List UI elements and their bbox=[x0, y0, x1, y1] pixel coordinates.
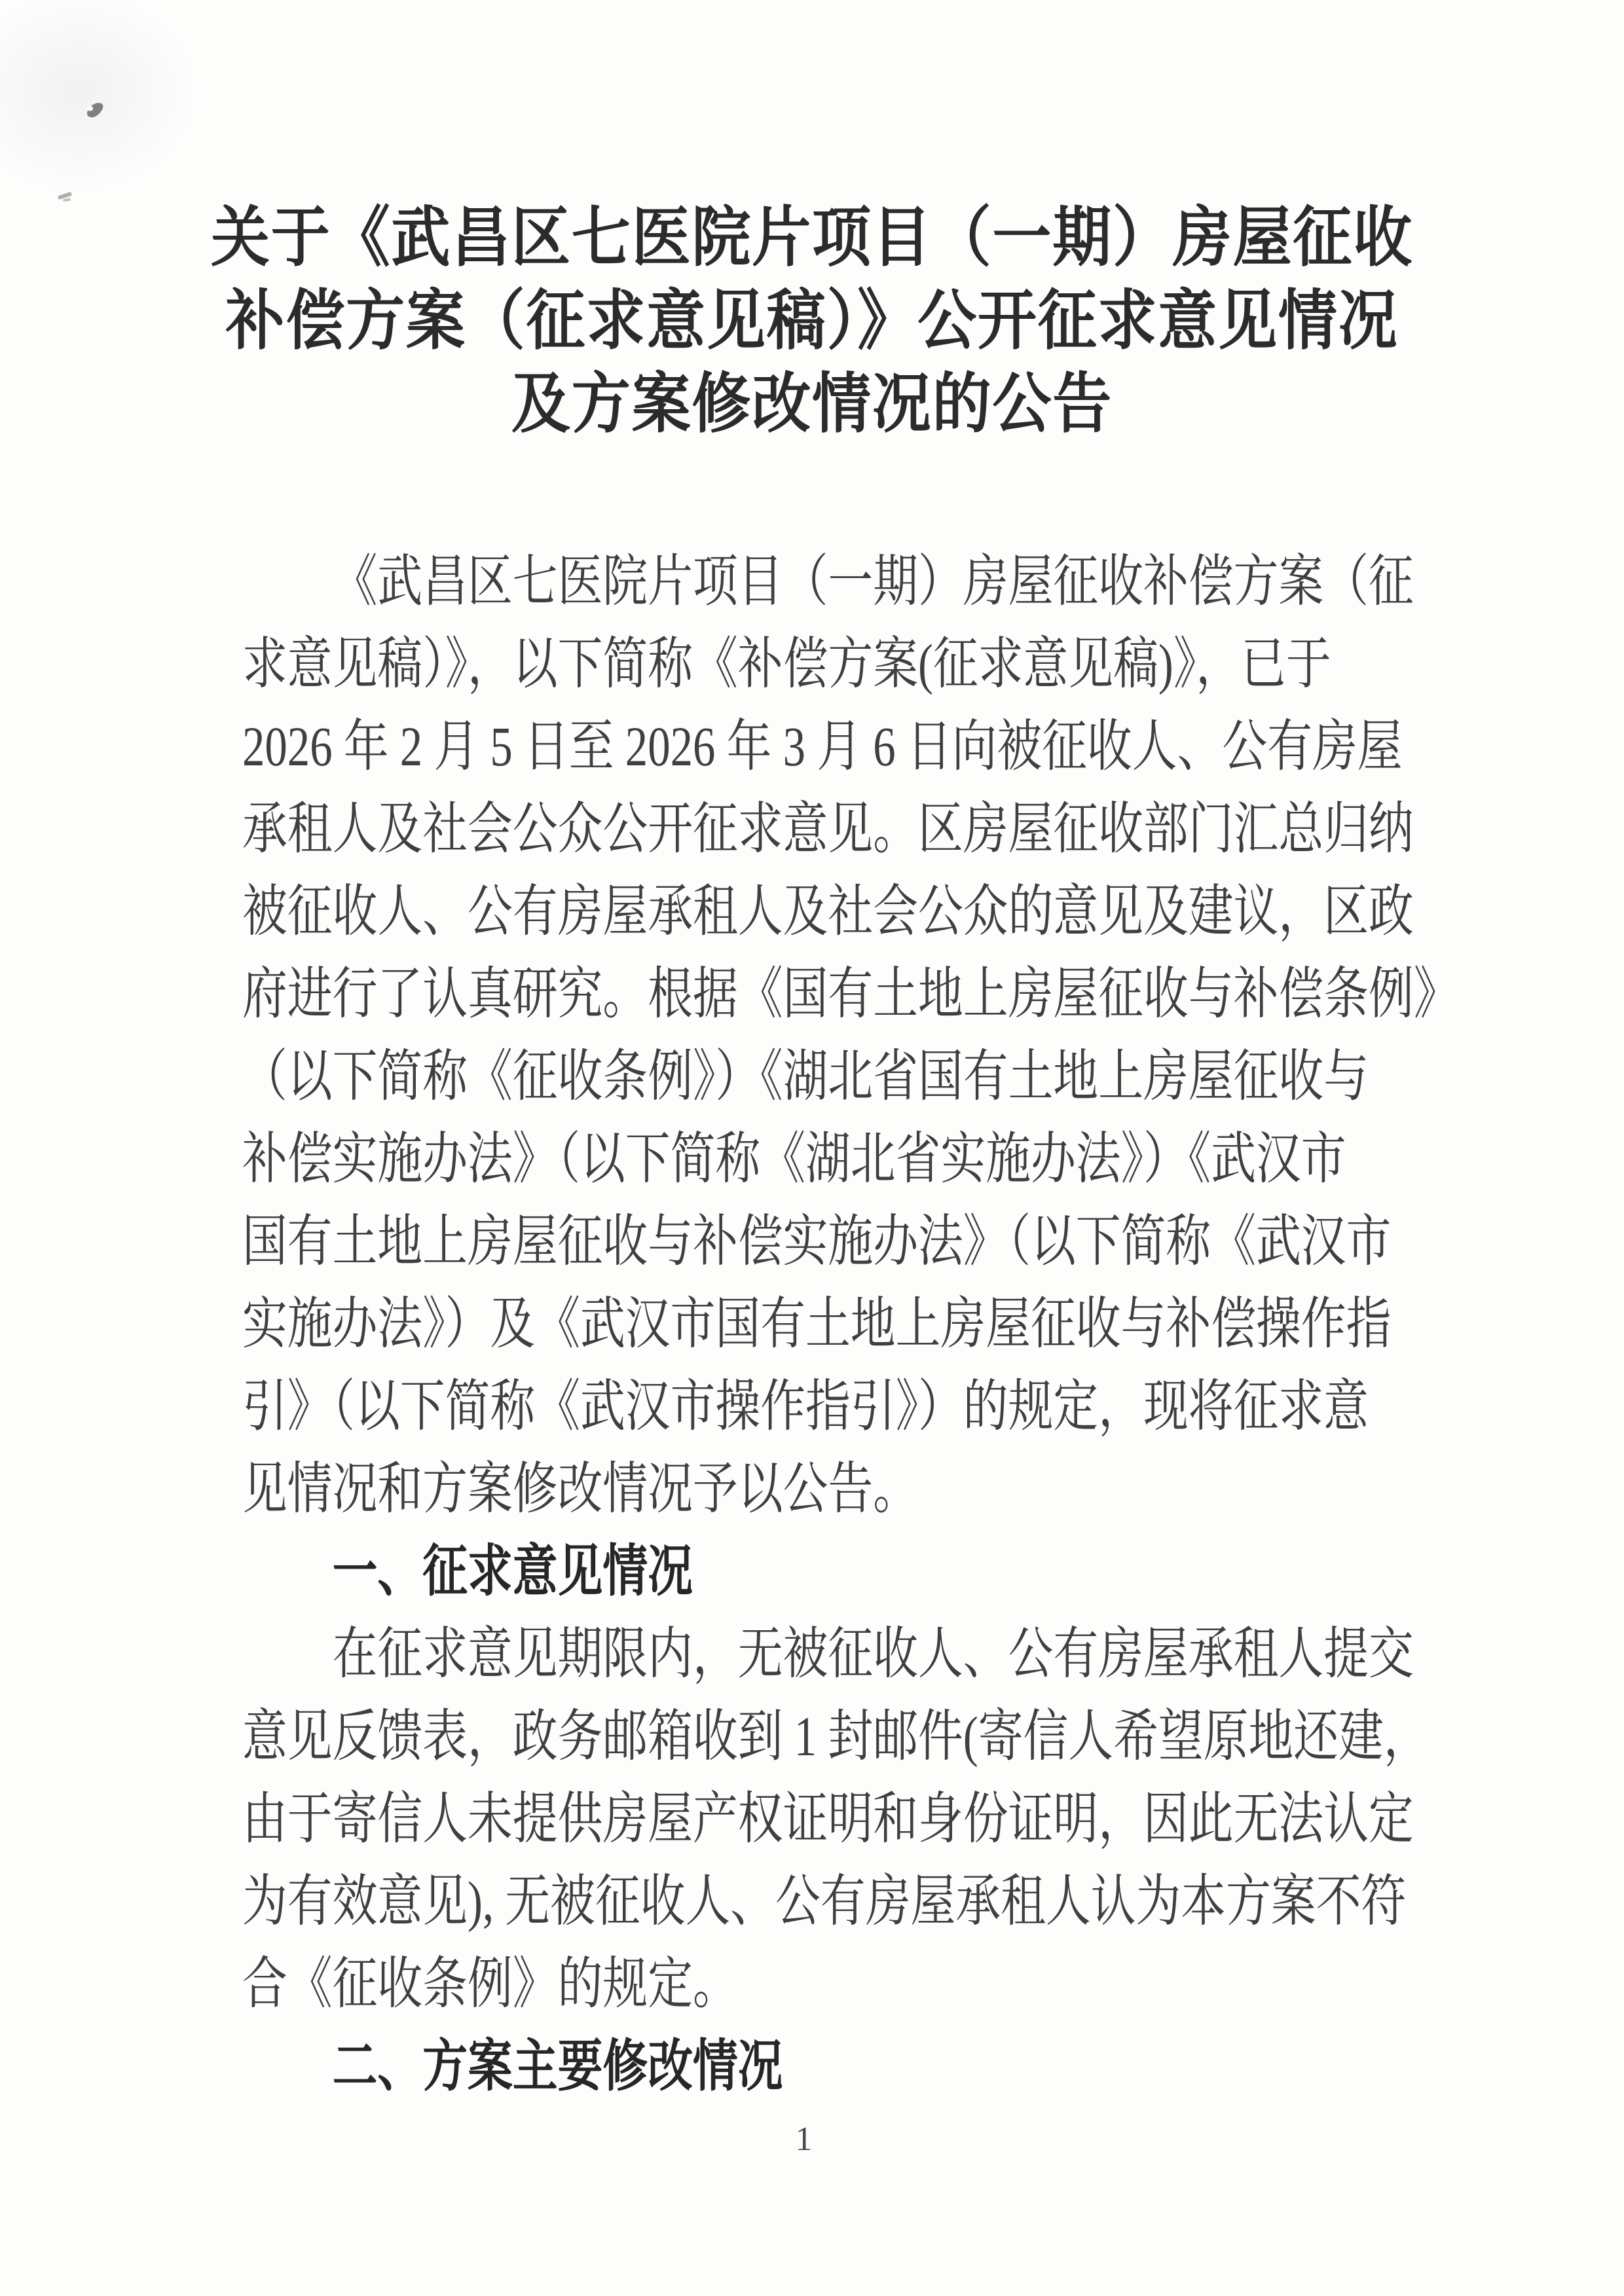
document-title bbox=[0, 196, 1624, 446]
section-heading-1: 一、征求意见情况 bbox=[332, 1540, 693, 1603]
title-line-1: 关于《武昌区七医院片项目（一期）房屋征收 bbox=[211, 202, 1413, 274]
paragraph-1-line: 府进行了认真研究。根据《国有土地上房屋征收与补偿条例》 bbox=[242, 962, 1459, 1025]
paragraph-2-line: 意见反馈表，政务邮箱收到 1 封邮件(寄信人希望原地还建， bbox=[242, 1705, 1429, 1768]
paragraph-1-line: 承租人及社会公众公开征求意见。区房屋征收部门汇总归纳 bbox=[242, 797, 1414, 860]
title-line-3: 及方案修改情况的公告 bbox=[511, 368, 1113, 441]
paragraph-1-line: 实施办法》）及《武汉市国有土地上房屋征收与补偿操作指 bbox=[242, 1292, 1392, 1355]
title-line-2: 补偿方案（征求意见稿）》公开征求意见情况 bbox=[225, 285, 1399, 357]
paragraph-2-line: 由于寄信人未提供房屋产权证明和身份证明，因此无法认定 bbox=[242, 1787, 1414, 1850]
paragraph-1-line: 求意见稿）》，以下简称《补偿方案(征求意见稿)》，已于 bbox=[242, 632, 1331, 695]
paragraph-2-line: 在征求意见期限内，无被征收人、公有房屋承租人提交 bbox=[332, 1622, 1414, 1685]
paragraph-1-line: （以下简称《征收条例》）《湖北省国有土地上房屋征收与 bbox=[242, 1045, 1369, 1108]
paragraph-1-line: 见情况和方案修改情况予以公告。 bbox=[242, 1457, 918, 1520]
paragraph-1-line: 被征收人、公有房屋承租人及社会公众的意见及建议，区政 bbox=[242, 880, 1414, 943]
document-body bbox=[242, 540, 1624, 2107]
page-number: 1 bbox=[795, 2121, 813, 2158]
paragraph-1-line: 引》（以下简称《武汉市操作指引》）的规定，现将征求意 bbox=[242, 1375, 1369, 1438]
paragraph-1-line: 《武昌区七医院片项目（一期）房屋征收补偿方案（征 bbox=[332, 550, 1414, 613]
paragraph-1-line: 2026 年 2 月 5 日至 2026 年 3 月 6 日向被征收人、公有房屋 bbox=[242, 715, 1403, 778]
paragraph-2-line: 为有效意见), 无被征收人、公有房屋承租人认为本方案不符 bbox=[242, 1870, 1407, 1933]
section-heading-2: 二、方案主要修改情况 bbox=[332, 2035, 783, 2098]
scan-artifact-speck bbox=[84, 101, 105, 120]
paragraph-2-line: 合《征收条例》的规定。 bbox=[242, 1952, 738, 2015]
paragraph-1-line: 补偿实施办法》（以下简称《湖北省实施办法》）《武汉市 bbox=[242, 1127, 1346, 1190]
paragraph-1-line: 国有土地上房屋征收与补偿实施办法》（以下简称《武汉市 bbox=[242, 1210, 1392, 1273]
